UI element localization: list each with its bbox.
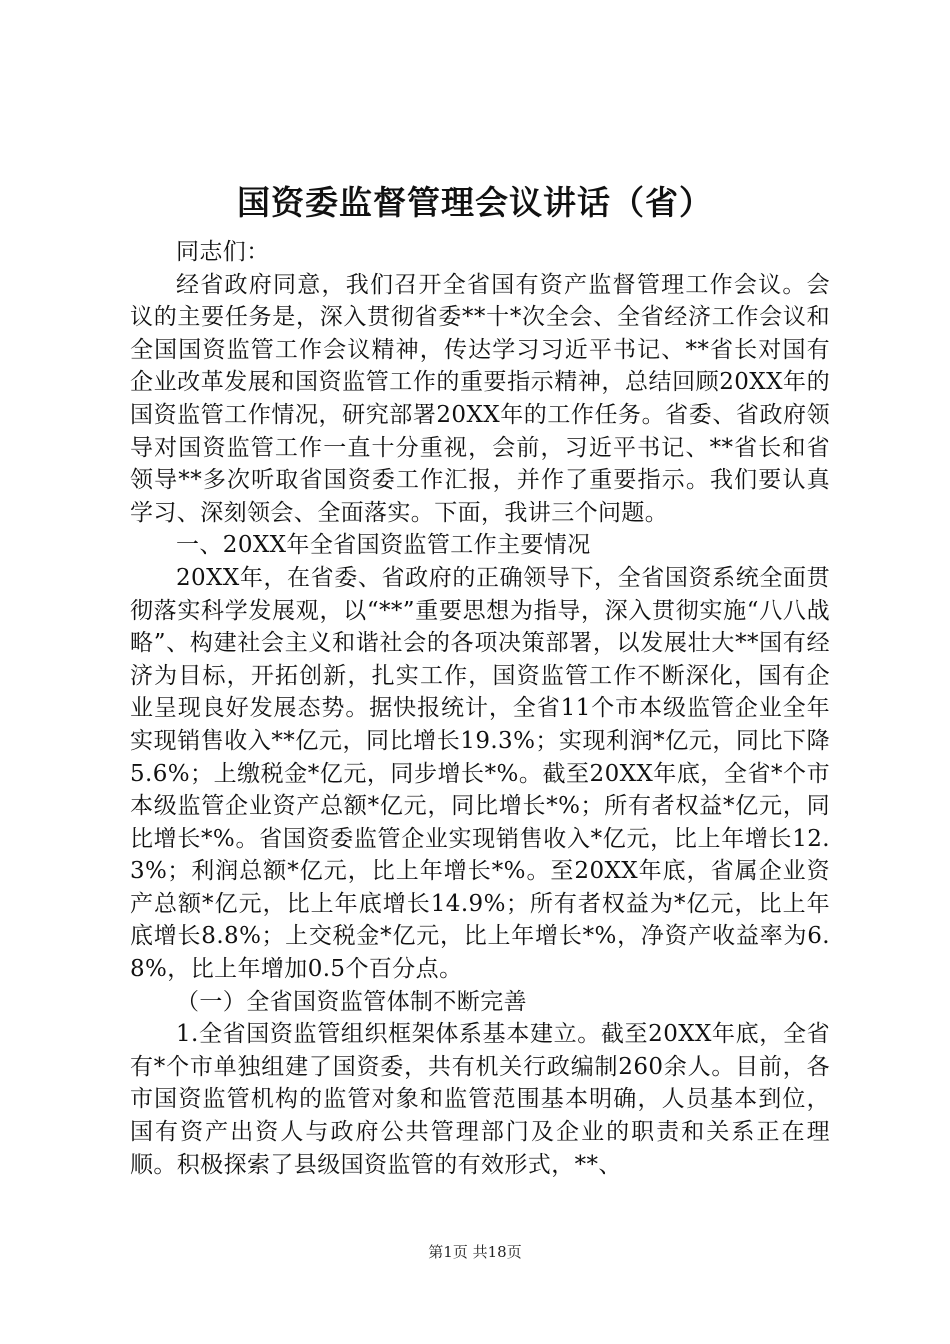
subsection-heading-1: （一）全省国资监管体制不断完善 xyxy=(176,988,527,1015)
salutation: 同志们： xyxy=(176,239,270,265)
paragraph-item-1: 1.全省国资监管组织框架体系基本建立。截至20XX年底，全省有*个市单独组建了国资委，共有机关行政编制260余人。目前，各市国资监管机构的监管对象和监管范围基本明确，人员基本到位，国有资产出资人与政府公共管理部门及企业的职责和关系正在理顺。积极探索了县级国资监管的有效形式，**、 xyxy=(130,1021,830,1178)
document-body xyxy=(130,236,830,1181)
document-title: 国资委监督管理会议讲话（省） xyxy=(237,183,713,222)
section-heading-1: 一、20XX年全省国资监管工作主要情况 xyxy=(176,532,591,559)
page-number: 第1页 共18页 xyxy=(428,1243,522,1261)
paragraph-intro: 经省政府同意，我们召开全省国有资产监督管理工作会议。会议的主要任务是，深入贯彻省委**十*次全会、全省经济工作会议和全国国资监管工作会议精神，传达学习习近平书记、**省长对国有企业改革发展和国资监管工作的重要指示精神，总结回顾20XX年的国资监管工作情况，研究部署20XX年的工作任务。省委、省政府领导对国资监管工作一直十分重视，会前，习近平书记、**省长和省领导**多次听取省国资委工作汇报，并作了重要指示。我们要认真学习、深刻领会、全面落实。下面，我讲三个问题。 xyxy=(130,271,830,526)
paragraph-overview: 20XX年，在省委、省政府的正确领导下，全省国资系统全面贯彻落实科学发展观，以“**”重要思想为指导，深入贯彻实施“八八战略”、构建社会主义和谐社会的各项决策部署，以发展壮大**国有经济为目标，开拓创新，扎实工作，国资监管工作不断深化，国有企业呈现良好发展态势。据快报统计，全省11个市本级监管企业全年实现销售收入**亿元，同比增长19.3%；实现利润*亿元，同比下降5.6%；上缴税金*亿元，同步增长*%。截至20XX年底，全省*个市本级监管企业资产总额*亿元，同比增长*%；所有者权益*亿元，同比增长*%。省国资委监管企业实现销售收入*亿元，比上年增长12.3%；利润总额*亿元，比上年增长*%。至20XX年底，省属企业资产总额*亿元，比上年底增长14.9%；所有者权益为*亿元，比上年底增长8.8%；上交税金*亿元，比上年增长*%，净资产收益率为6.8%，比上年增加0.5个百分点。 xyxy=(130,564,830,983)
